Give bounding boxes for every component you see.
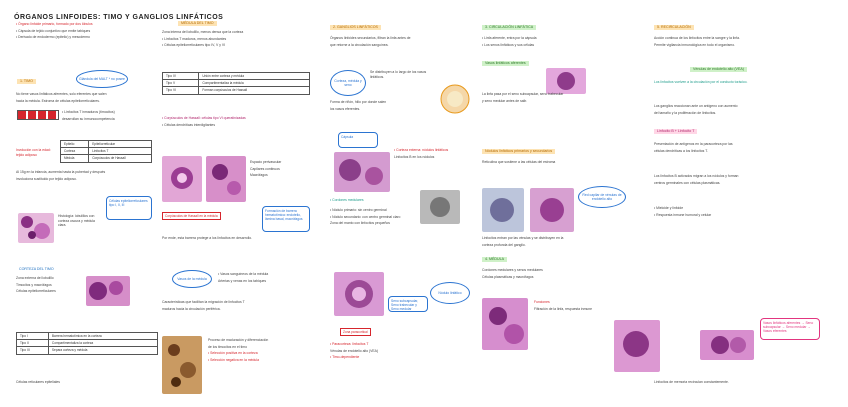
text-line: • Linfa aferente, entra por la cápsula (482, 36, 537, 40)
text-block (330, 36, 480, 49)
text-block (16, 276, 80, 296)
text-line: • Mieloide y linfoide (654, 206, 684, 210)
table-row (17, 347, 158, 354)
text-line: Zona del manto con linfocitos pequeños (330, 221, 390, 226)
text-line: Órganos linfoides secundarios, filtran la linfa antes de (330, 36, 411, 40)
table-cell: Tipo III (17, 347, 49, 354)
text-block (162, 300, 312, 313)
ganglion-diagram (440, 84, 470, 114)
note-oval: Red capilar de vénulas de endotelio alto (578, 186, 626, 208)
histology-image (482, 298, 528, 350)
text-block (394, 148, 480, 161)
table-cell: Compartimentaliza la médula (199, 80, 310, 87)
note-box: Seno subcapsular, Seno trabecular y Seno medular (388, 296, 428, 312)
red-note: Zona paracortical (340, 328, 371, 336)
text-line: • Células epiteliorreticulares tipo IV, V y VI (162, 43, 226, 48)
table-row (163, 87, 310, 94)
table-cell: Tipo VI (163, 87, 199, 94)
text-line: Linfocitos de memoria recirculan constantemente. (654, 380, 729, 384)
note-oval: Corteza, médula y seno (330, 70, 366, 96)
text-line: Reticulina que sostiene a las células del estroma (482, 160, 556, 164)
column-timo (16, 22, 156, 42)
text-line: Acción continua de los linfocitos entre la sangre y la linfa. (654, 36, 740, 40)
text-block (58, 214, 104, 230)
text-line: centros germinales con células plasmáticas. (654, 180, 721, 185)
note-oval: Nódulo linfático (430, 282, 470, 304)
text-line: los vasos eferentes. (330, 106, 361, 111)
text-line: Presentación de antígenos en la paracorteza por las (654, 142, 733, 146)
text-line: Zona externa del lobulillo (16, 276, 54, 280)
table-cell: Médula (61, 155, 89, 162)
text-line: • Vasos sanguíneos de la médula (218, 272, 269, 276)
note-box: Cápsula (338, 132, 378, 148)
section-heading-medula: MÉDULA DEL TIMO (178, 21, 217, 26)
table-row (163, 80, 310, 87)
histology-image (614, 320, 660, 372)
text-block (16, 380, 156, 387)
table-cell: Epitelio (61, 141, 89, 148)
highlight-line: Vasos linfáticos aferentes (482, 61, 529, 66)
text-line: Capilares continuos (250, 166, 280, 171)
text-line: del tamaño y la proliferación de linfocitos. (654, 110, 717, 115)
text-line: Involución con la edad: tejido adiposo (16, 148, 51, 157)
table-cell: Unión entre corteza y médula (199, 73, 310, 80)
text-block (162, 30, 312, 50)
text-block (482, 36, 632, 49)
highlight-line: Linfocito B + Linfocito T (654, 129, 697, 134)
text-block (654, 104, 830, 117)
section-heading-circulacion: 3. CIRCULACIÓN LINFÁTICA (482, 25, 536, 30)
table-cell: Separa corteza y médula (48, 347, 157, 354)
text-block (370, 70, 434, 81)
pink-box: Vasos linfáticos aferentes → Seno subcapsular → Seno medular → Vasos eferentes (760, 318, 820, 340)
text-line: • Selección negativa en la médula (208, 357, 259, 362)
text-line: No tiene vasos linfáticos aferentes, solo eferentes que salen (16, 92, 107, 96)
histology-image (334, 272, 384, 316)
text-line: • Linfocitos T inmaduros (timocitos) (62, 110, 115, 114)
table-row (17, 340, 158, 347)
text-block (654, 142, 830, 155)
table-cell: Corpúsculos de Hassall (89, 155, 152, 162)
histology-image (206, 156, 246, 202)
text-line: Permite vigilancia inmunológica en todo el organismo. (654, 42, 736, 47)
lobule-sketch (17, 110, 59, 120)
text-line: Forma de riñón, hilio por donde salen (330, 100, 387, 104)
table-cell: Corteza (61, 148, 89, 155)
text-line: Espacio perivascular (250, 160, 282, 164)
text-block (218, 272, 312, 285)
page-title: ÓRGANOS LINFOIDES: TIMO Y GANGLIOS LINFÁTICOS (14, 14, 224, 21)
text-line: • Cordones medulares (330, 198, 364, 202)
text-block (208, 338, 312, 364)
text-line: corteza profunda del ganglio. (482, 242, 526, 247)
text-line: • Linfocitos T maduros, menos abundantes (162, 36, 227, 41)
text-line: Células reticulares epiteliales (16, 380, 60, 384)
text-line: Linfocitos B en los nódulos (394, 154, 435, 159)
red-note: Corpúsculos de Hassall en la médula (162, 212, 221, 220)
text-line: • Paracorteza: linfocitos T (330, 342, 369, 346)
text-line: Los linfocitos vuelven a la circulación por el conducto torácico. (654, 80, 748, 84)
section-heading-ganglios: 2. GANGLIOS LINFÁTICOS (330, 25, 381, 30)
text-line: • Derivado de endodermo (epitelio) y mesodermo (16, 35, 90, 40)
text-line: • Respuesta inmune humoral y celular (654, 212, 712, 217)
table-cell: Tipo V (163, 80, 199, 87)
text-block (330, 342, 480, 362)
text-line: de los timocitos en el timo (208, 344, 248, 349)
highlight-line: Vénulas de endotelio alto (VEA) (690, 67, 747, 72)
text-line: Zona interna del lobulillo, menos densa que la corteza (162, 30, 244, 34)
sub-heading: CORTEZA DEL TIMO (19, 267, 54, 271)
text-block (482, 160, 632, 167)
text-block (534, 300, 630, 313)
text-line: Cordones medulares y senos medulares (482, 268, 543, 272)
text-line: Linfocitos entran por las vénulas y se distribuyen en la (482, 236, 564, 240)
table-cell: Tipo I (17, 333, 49, 340)
timo-regions-table (60, 140, 152, 163)
text-block (482, 236, 632, 249)
text-line: Timocitos y macrófagos (16, 282, 52, 287)
text-line: que retorne a la circulación sanguínea. (330, 42, 389, 47)
text-line: maduros hacia la circulación periférica. (162, 306, 221, 311)
text-block (162, 116, 312, 129)
text-block (654, 174, 830, 187)
text-line: Funciones (534, 300, 550, 304)
histology-image (162, 336, 202, 394)
text-line: • Timo-dependiente (330, 355, 360, 360)
section-heading-recirculacion: 5. RECIRCULACIÓN (654, 25, 694, 30)
table-cell: Tipo II (17, 340, 49, 347)
text-line: Al 15g en la infancia, aumenta hasta la pubertad y después (16, 170, 106, 174)
histology-image (334, 152, 390, 192)
text-line: Histología: lobulillos con corteza oscura y médula clara. (58, 214, 95, 228)
text-line: Arterias y venas en los tabiques (218, 278, 267, 283)
text-block (330, 100, 438, 113)
section-heading-timo: 1. TIMO (17, 79, 36, 84)
text-block (654, 80, 830, 87)
table-cell: Linfocitos T (89, 148, 152, 155)
medulla-cells-table (162, 72, 310, 95)
table-row (61, 155, 152, 162)
text-line: Se distribuyen a lo largo de los vasos linfáticos. (370, 70, 427, 79)
text-line: • Órgano linfoide primario, formado por dos lóbulos (16, 22, 93, 26)
table-cell: Barrera hematotímica en la corteza (48, 333, 157, 340)
text-line: • Corpúsculos de Hassall: células tipo VI queratinizadas (162, 116, 246, 120)
text-line: Características que facilitan la migración de linfocitos T (162, 300, 245, 304)
note-box: Formación de barrera hematotímica: endotelio, lámina basal, macrófagos (262, 206, 310, 232)
text-line: Los linfocitos B activados migran a los nódulos y forman (654, 174, 739, 178)
note-oval: Vasos de la médula (172, 270, 212, 288)
table-row (17, 333, 158, 340)
text-line: involuciona sustituido por tejido adiposo. (16, 176, 77, 181)
text-block (62, 110, 152, 123)
text-line: desarrollan su inmunocompetencia (62, 116, 115, 121)
text-block (654, 206, 830, 219)
table-row (61, 141, 152, 148)
text-block (330, 198, 416, 205)
sub-heading: 4. MÉDULA (482, 257, 507, 262)
histology-image (86, 276, 130, 306)
text-line: Filtración de la linfa, respuesta inmune (534, 306, 593, 311)
table-cell: Forman corpúsculos de Hassall (199, 87, 310, 94)
table-row (61, 148, 152, 155)
text-block (250, 160, 312, 180)
histology-image (482, 188, 524, 232)
text-line: Células plasmáticas y macrófagos (482, 274, 534, 279)
histology-image (530, 188, 574, 232)
highlight-line: Nódulos linfáticos primarios y secundarios (482, 149, 555, 154)
text-block (16, 170, 156, 183)
text-line: • Los senos linfáticos y sus células (482, 42, 535, 47)
table-cell: Epiteliorreticular (89, 141, 152, 148)
text-line: Proceso de maduración y diferenciación (208, 338, 269, 342)
text-block (16, 92, 156, 105)
note-oval: Glándula del MALT * no posee (76, 70, 128, 88)
text-line: Vénulas de endotelio alto (VEA) (330, 348, 379, 353)
text-line: hacia la médula. Estroma de células epiteliorreticulares. (16, 98, 100, 103)
text-block (654, 36, 830, 49)
histology-image (162, 156, 202, 202)
text-line: • Nódulo primario: sin centro germinal (330, 208, 387, 212)
table-cell: Compartimentaliza la corteza (48, 340, 157, 347)
text-block (16, 148, 56, 159)
text-block (162, 236, 312, 243)
text-block (482, 268, 632, 281)
text-line: • Células dendríticas interdigitantes (162, 122, 216, 127)
text-line: La linfa pasa por el seno subcapsular, seno trabecular (482, 92, 564, 96)
table-row (163, 73, 310, 80)
histology-image (18, 213, 54, 243)
text-line: Macrófagos (250, 173, 268, 178)
text-line: • Corteza externa: nódulos linfáticos (394, 148, 449, 152)
text-line: Células epiteliorreticulares (16, 289, 56, 294)
text-line: Por ende, esta barrera protege a los linfocitos en desarrollo. (162, 236, 253, 240)
text-line: • Nódulo secundario: con centro germinal claro (330, 214, 401, 219)
text-block (482, 92, 632, 105)
note-box: Células epiteliorreticulares tipo I, II, III (106, 196, 152, 220)
text-block (330, 208, 480, 228)
epithelial-cells-table (16, 332, 158, 355)
text-line: • Cápsula de tejido conjuntivo que emite tabiques (16, 28, 91, 33)
histology-image (546, 68, 586, 94)
text-block (654, 380, 830, 387)
text-line: • Selección positiva en la corteza (208, 351, 258, 356)
text-line: células dendríticas a los linfocitos T. (654, 148, 708, 153)
text-line: Los ganglios reaccionan ante un antígeno con aumento (654, 104, 738, 108)
table-cell: Tipo IV (163, 73, 199, 80)
histology-image (700, 330, 754, 360)
text-line: y seno medular antes de salir. (482, 98, 528, 103)
